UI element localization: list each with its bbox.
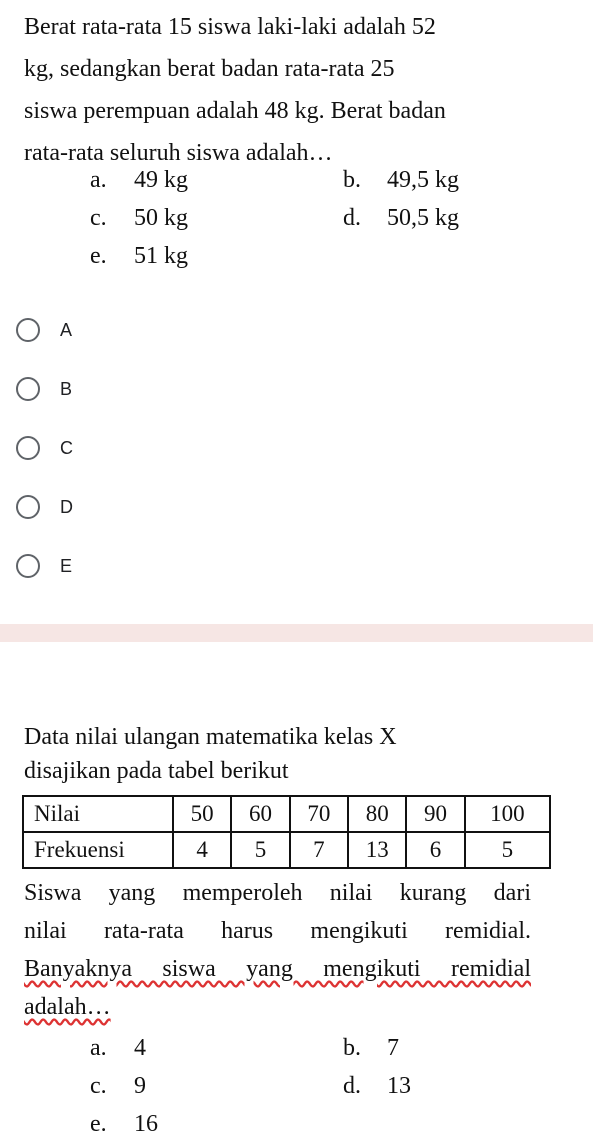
answer-choice-a[interactable] — [16, 314, 316, 346]
answer-choice-e[interactable] — [16, 550, 316, 582]
answer-choice-label: C — [60, 437, 73, 458]
radio-button[interactable] — [16, 495, 40, 519]
table-row-header: Nilai — [23, 796, 173, 832]
question-2-line: Siswa yang memperoleh nilai kurang dari — [24, 880, 531, 906]
question-2-line: adalah… — [24, 994, 111, 1020]
answer-choice-label: E — [60, 555, 73, 576]
table-cell: 70 — [290, 796, 348, 832]
answer-choice-d[interactable] — [16, 491, 316, 523]
table-row — [23, 832, 550, 868]
question-1-text — [24, 6, 569, 174]
table-cell: 13 — [348, 832, 406, 868]
question-2-line: nilai rata-rata harus mengikuti remidial. — [24, 918, 531, 944]
table-cell: 5 — [231, 832, 289, 868]
answer-choice-label: D — [60, 496, 73, 517]
table-cell: 80 — [348, 796, 406, 832]
question-1-line: rata-rata seluruh siswa adalah… — [24, 140, 333, 166]
radio-button[interactable] — [16, 554, 40, 578]
radio-button[interactable] — [16, 436, 40, 460]
radio-button[interactable] — [16, 377, 40, 401]
q1-option-d: d. 50,5 kg — [343, 205, 459, 231]
question-2-line: Banyaknya siswa yang mengikuti remidial — [24, 956, 531, 982]
q2-option-c: c. 9 — [90, 1073, 146, 1099]
answer-choice-b[interactable] — [16, 373, 316, 405]
q2-option-e: e. 16 — [90, 1111, 158, 1137]
frequency-table — [22, 795, 551, 869]
q1-option-c: c. 50 kg — [90, 205, 188, 231]
question-1-line: Berat rata-rata 15 siswa laki-laki adalah 52 — [24, 14, 436, 40]
question-1-line: kg, sedangkan berat badan rata-rata 25 — [24, 56, 395, 82]
q2-option-d: d. 13 — [343, 1073, 411, 1099]
table-cell: 6 — [406, 832, 464, 868]
q2-option-a: a. 4 — [90, 1035, 146, 1061]
q2-option-b: b. 7 — [343, 1035, 399, 1061]
table-cell: 7 — [290, 832, 348, 868]
q1-option-b: b. 49,5 kg — [343, 167, 459, 193]
table-cell: 90 — [406, 796, 464, 832]
table-cell: 50 — [173, 796, 231, 832]
question-2-intro — [24, 718, 564, 790]
question-2-body — [24, 874, 531, 1026]
table-row-header: Frekuensi — [23, 832, 173, 868]
table-cell: 60 — [231, 796, 289, 832]
question-1-line: siswa perempuan adalah 48 kg. Berat badan — [24, 98, 446, 124]
q1-option-a: a. 49 kg — [90, 167, 188, 193]
question-2-intro-line: Data nilai ulangan matematika kelas X — [24, 724, 397, 750]
table-cell: 5 — [465, 832, 550, 868]
answer-choice-c[interactable] — [16, 432, 316, 464]
table-row — [23, 796, 550, 832]
table-cell: 4 — [173, 832, 231, 868]
q1-option-e: e. 51 kg — [90, 243, 188, 269]
section-divider — [0, 624, 593, 642]
radio-button[interactable] — [16, 318, 40, 342]
table-cell: 100 — [465, 796, 550, 832]
answer-choice-label: A — [60, 319, 73, 340]
answer-choice-label: B — [60, 378, 73, 399]
question-2-intro-line: disajikan pada tabel berikut — [24, 758, 289, 784]
